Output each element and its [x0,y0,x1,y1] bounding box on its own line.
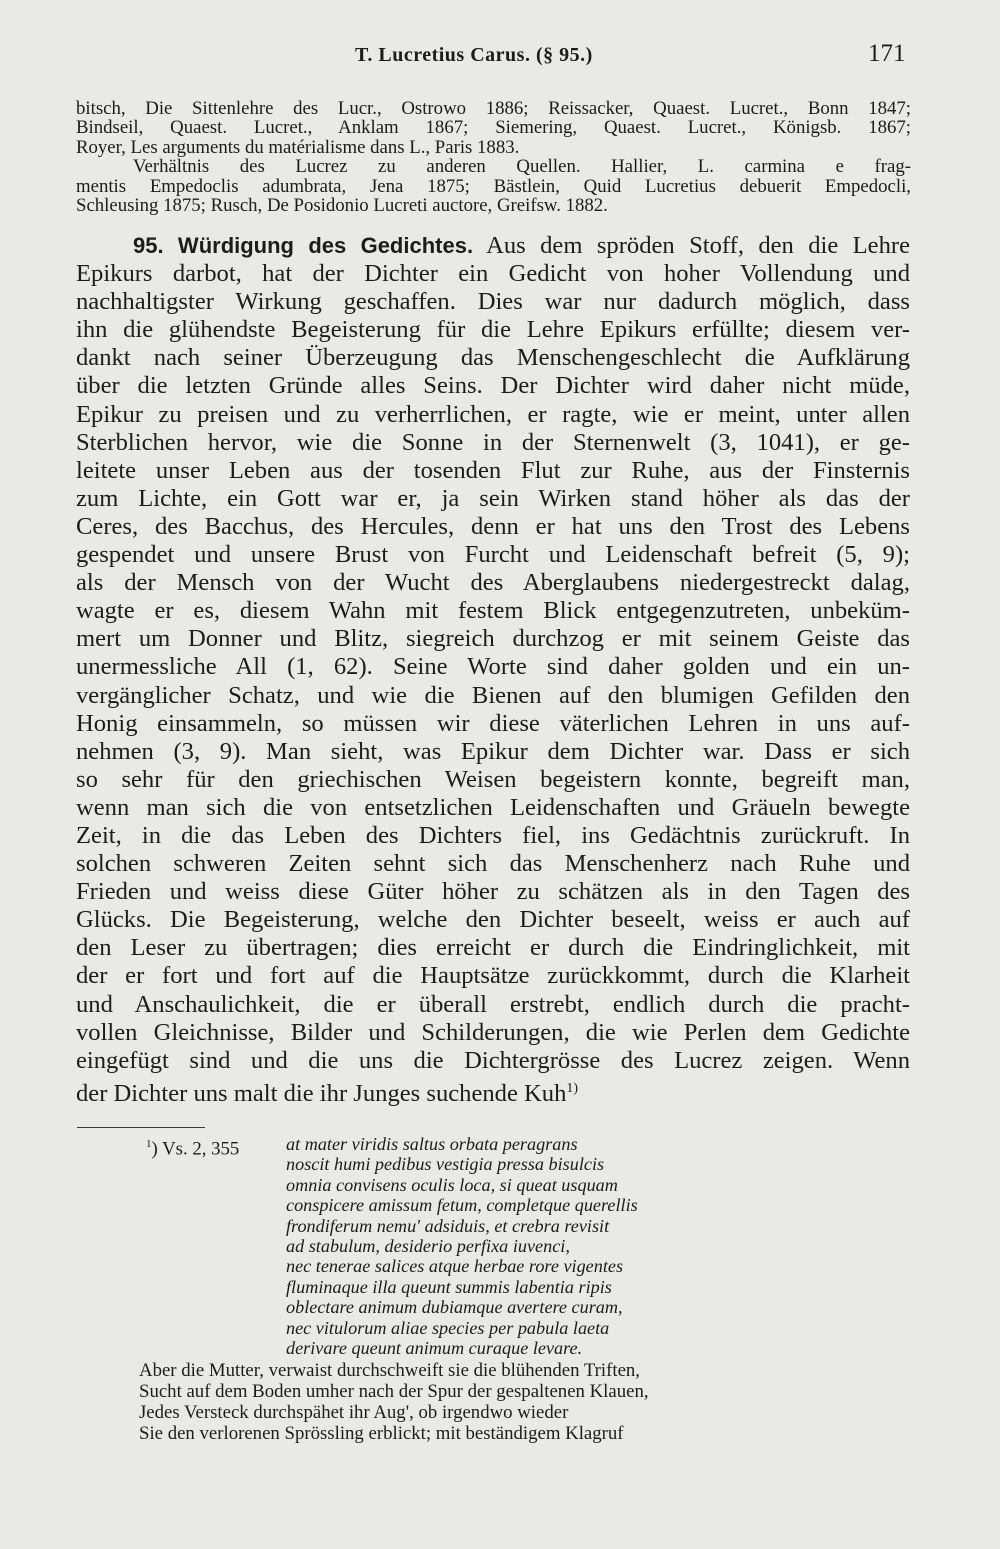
paragraph-line: so sehr für den griechischen Weisen begeistern konnte, begreift man, [76,765,910,793]
paragraph-line: dankt nach seiner Überzeugung das Menschengeschlecht die Aufklärung [76,344,910,372]
german-line: Sucht auf dem Boden umher nach der Spur der gespaltenen Klauen, [139,1381,649,1402]
bibliography-line: bitsch, Die Sittenlehre des Lucr., Ostrowo 1886; Reissacker, Quaest. Lucret., Bonn 1847; [76,98,911,119]
paragraph-line: der er fort und fort auf die Hauptsätze zurückkommt, durch die Klarheit [76,962,910,990]
german-line: Jedes Versteck durchspähet ihr Aug', ob irgendwo wieder [139,1402,569,1423]
latin-line: derivare queunt animum curaque levare. [286,1337,583,1358]
paragraph-line: unermessliche All (1, 62). Seine Worte sind daher golden und ein un- [76,653,910,681]
paragraph-line: und Anschaulichkeit, die er überall erstrebt, endlich durch die pracht- [76,990,910,1018]
bibliography-line: mentis Empedoclis adumbrata, Jena 1875; Bästlein, Quid Lucretius debuerit Empedocli, [76,175,911,197]
latin-line: omnia convisens oculis loca, si queat usquam [286,1174,618,1195]
paragraph-line: Frieden und weiss diese Güter höher zu schätzen als in den Tagen des [76,878,910,906]
paragraph-line [76,232,910,260]
paragraph-line: vollen Gleichnisse, Bilder und Schilderungen, die wie Perlen dem Gedichte [76,1018,910,1046]
paragraph-line: Ceres, des Bacchus, des Hercules, denn er hat uns den Trost des Lebens [76,512,910,540]
paragraph-line: Sterblichen hervor, wie die Sonne in der Sternenwelt (3, 1041), er ge- [76,428,910,456]
footnote-marker: 1) [566,1080,579,1096]
section-body [76,232,911,1107]
paragraph-line: wagte er es, diesem Wahn mit festem Blick entgegenzutreten, unbeküm- [76,597,910,625]
latin-line: ad stabulum, desiderio perfixa iuvenci, [286,1235,570,1256]
bibliography-line: Verhältnis des Lucrez zu anderen Quellen. Hallier, L. carmina e frag- [133,156,911,178]
paragraph-line [76,1075,910,1107]
section-first-line: Aus dem spröden Stoff, den die Lehre [486,232,911,259]
paragraph-line: solchen schweren Zeiten sehnt sich das Menschenherz nach Ruhe und [76,850,910,878]
paragraph-line: Zeit, in die das Leben des Dichters fiel, ins Gedächtnis zurückruft. In [76,821,910,849]
bibliography-line: Schleusing 1875; Rusch, De Posidonio Lucreti auctore, Greifsw. 1882. [76,194,608,216]
paragraph-line: Glücks. Die Begeisterung, welche den Dichter beseelt, weiss er auch auf [76,906,910,934]
footnote-ref-text: ) Vs. 2, 355 [151,1138,240,1160]
latin-line: frondiferum nemu' adsiduis, et crebra revisit [286,1215,610,1236]
latin-line: fluminaque illa queunt summis labentia ripis [286,1276,612,1297]
german-line: Sie den verlorenen Sprössling erblickt; mit beständigem Klagruf [139,1423,624,1444]
latin-line: noscit humi pedibus vestigia pressa bisulcis [286,1154,605,1175]
paragraph-line: mert um Donner und Blitz, siegreich durchzog er mit seinem Geiste das [76,625,910,653]
latin-line: oblectare animum dubiamque avertere curam, [286,1297,623,1318]
paragraph-line: nachhaltigster Wirkung geschaffen. Dies war nur dadurch möglich, dass [76,288,910,316]
paragraph-line: eingefügt sind und die uns die Dichtergrösse des Lucrez zeigen. Wenn [76,1046,910,1074]
paragraph-line: den Leser zu übertragen; dies erreicht er durch die Eindringlichkeit, mit [76,934,910,962]
latin-line: nec tenerae salices atque herbae rore vigentes [286,1256,624,1277]
paragraph-line: leitete unser Leben aus der tosenden Flut zur Ruhe, aus der Finsternis [76,456,910,484]
paragraph-line: zum Lichte, ein Gott war er, ja sein Wirken stand höher als das der [76,484,910,512]
footnote-rule [77,1127,205,1128]
paragraph-last-text: der Dichter uns malt die ihr Junges suchende Kuh [76,1080,567,1107]
section-heading: 95. Würdigung des Gedichtes. [133,233,474,258]
bibliography-line: Bindseil, Quaest. Lucret., Anklam 1867; Siemering, Quaest. Lucret., Königsb. 1867; [76,117,911,139]
latin-quotation [286,1134,638,1358]
paragraph-line: Epikurs darbot, hat der Dichter ein Gedicht von hoher Vollendung und [76,260,910,288]
paragraph-line: über die letzten Gründe alles Seins. Der Dichter wird daher nicht müde, [76,372,910,400]
running-title: T. Lucretius Carus. (§ 95.) [355,44,593,66]
paragraph-line: als der Mensch von der Wucht des Aberglaubens niedergestreckt dalag, [76,569,910,597]
page-header [0,40,1000,74]
paragraph-line: wenn man sich die von entsetzlichen Leidenschaften und Gräueln bewegte [76,793,910,821]
paragraph-line: gespendet und unsere Brust von Furcht und Leidenschaft befreit (5, 9); [76,541,910,569]
footnote-ref [146,1134,284,1160]
german-translation [139,1360,649,1444]
german-line: Aber die Mutter, verwaist durchschweift sie die blühenden Triften, [139,1360,641,1381]
paragraph-line: Epikur zu preisen und zu verherrlichen, er ragte, wie er meint, unter allen [76,400,910,428]
paragraph-line: vergänglicher Schatz, und wie die Bienen auf den blumigen Gefilden den [76,681,910,709]
page-number: 171 [868,40,906,67]
paragraph-line: ihn die glühendste Begeisterung für die Lehre Epikurs erfüllte; diesem ver- [76,316,910,344]
latin-line: at mater viridis saltus orbata peragrans [286,1134,578,1154]
bibliography-block [76,99,911,215]
bibliography-line: Royer, Les arguments du matérialisme dans L., Paris 1883. [76,136,520,158]
latin-line: nec vitulorum aliae species per pabula laeta [286,1317,610,1338]
latin-line: conspicere amissum fetum, completque querellis [286,1195,638,1216]
paragraph-line: Honig einsammeln, so müssen wir diese väterlichen Lehren in uns auf- [76,709,910,737]
footnote-number: 1 [146,1138,152,1150]
paragraph-line: nehmen (3, 9). Man sieht, was Epikur dem Dichter war. Dass er sich [76,737,910,765]
